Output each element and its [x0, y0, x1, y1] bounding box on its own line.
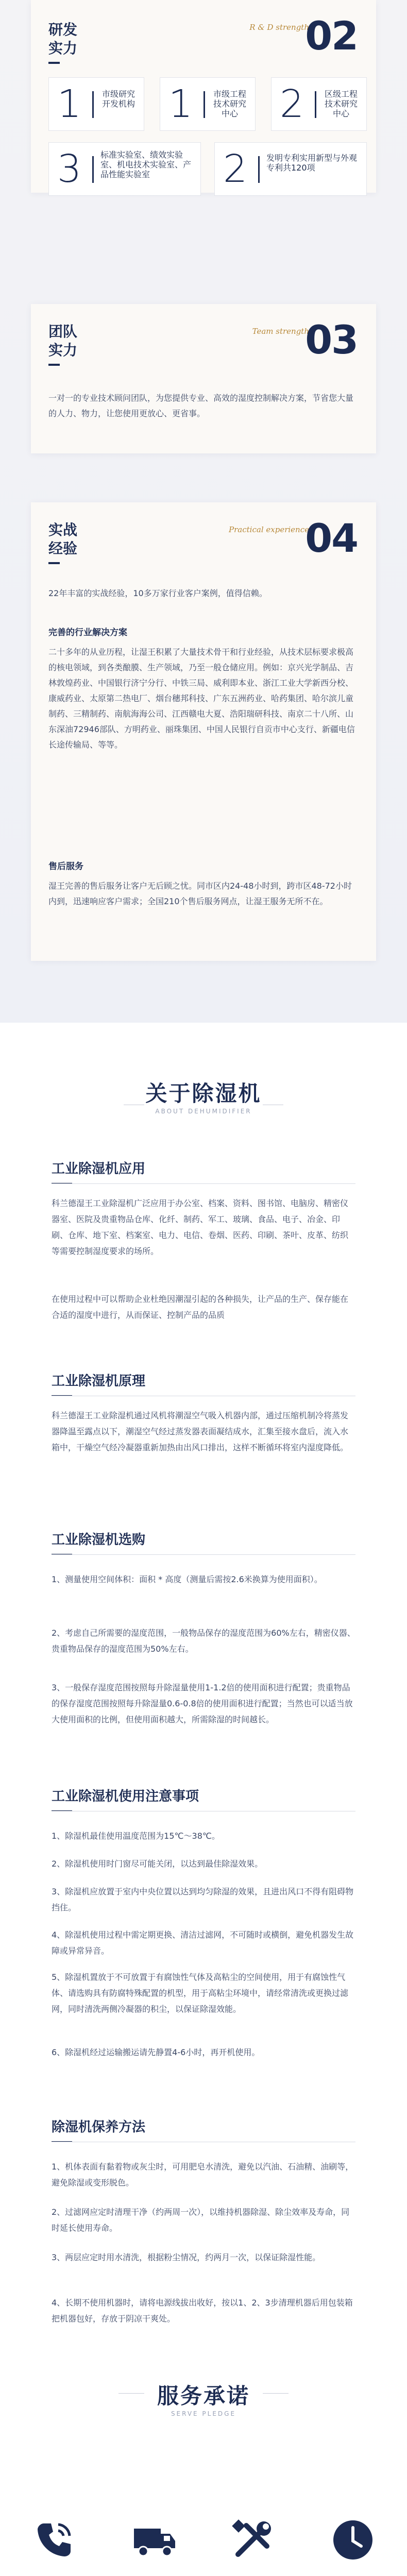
tools-icon	[227, 2514, 278, 2566]
feature-text: 区级工程技术研究中心	[324, 89, 358, 118]
rnd-title-line2: 实力	[48, 40, 78, 57]
rnd-title-line1: 研发	[48, 21, 78, 38]
experience-script: Practical experience	[229, 525, 309, 534]
feature-number: 3	[57, 147, 82, 191]
truck-icon	[129, 2514, 180, 2566]
team-title-line1: 团队	[48, 323, 78, 340]
notes-item: 2、除湿机使用时门窗尽可能关闭，以达到最佳除湿效果。	[52, 1859, 263, 1869]
phone-icon	[28, 2514, 80, 2566]
heading-rule-thin	[52, 1183, 355, 1184]
team-number: 03	[305, 317, 358, 363]
pledge-item	[309, 2514, 397, 2576]
application-text: 科兰德湿王工业除湿机广泛应用于办公室、档案、资料、图书馆、电脑房、精密仪器室、医院及贵重物品仓库、化纤、制药、军工、玻璃、食品、电子、冶金、印刷、仓库、地下室、档案室、电力、电信、卷烟、医药、印刷、茶叶、皮革、纺织等需要控制湿度要求的场所。	[52, 1198, 349, 1256]
feature-box	[160, 77, 256, 131]
maintenance-item: 3、两层应定时用水清洗，根据粉尘情况，约两月一次，以保证除湿性能。	[52, 2252, 321, 2262]
application-title: 工业除湿机应用	[52, 1161, 146, 1177]
feature-box	[48, 77, 144, 131]
feature-divider	[315, 91, 316, 118]
application-text-2: 在使用过程中可以帮助企业杜绝因潮湿引起的各种损失，让产品的生产、保存能在合适的湿度中进行，从而保证、控制产品的品质	[52, 1294, 349, 1320]
notes-item: 5、除湿机置放于不可放置于有腐蚀性气体及高粘尘的空间使用，用于有腐蚀性气体、请选购具有防腐特殊配置的机型，用于高粘尘环境中，请经常清洗或更换过滤网，同时清洗两侧冷凝器的积尘，以保证除湿效能。	[52, 1972, 349, 2014]
about-title: 关于除湿机	[145, 1081, 262, 1106]
team-heading	[48, 323, 77, 366]
heading-rule-thin	[52, 1554, 355, 1555]
maintenance-item: 2、过滤网应定时清理干净（约两周一次），以维持机器除湿、除尘效率及寿命，同时延长使用寿命。	[52, 2207, 350, 2233]
feature-box	[271, 77, 367, 131]
experience-intro: 22年丰富的实战经验，10多万家行业客户案例，值得信赖。	[48, 588, 267, 598]
experience-heading	[48, 521, 77, 564]
experience-number: 04	[305, 515, 358, 561]
experience-title-line1: 实战	[48, 521, 78, 538]
notes-item: 4、除湿机使用过程中需定期更换、清洁过滤网，不可随时或横倒，避免机器发生故障或异常异音。	[52, 1930, 354, 1956]
feature-number: 2	[223, 147, 248, 191]
maintenance-item: 1、机体表面有黏着物或灰尘时，可用肥皂水清洗，避免以汽油、石油精、油刷等，避免除湿或变形脱色。	[52, 2162, 354, 2188]
solution-title: 完善的行业解决方案	[48, 628, 127, 638]
feature-divider	[92, 91, 94, 118]
maintenance-item: 4、长期不使用机器时，请将电源线拔出收好，按以1、2、3步清理机器后用包装箱把机器包好，存放于阴凉干爽处。	[52, 2298, 353, 2324]
notes-item: 3、除湿机应放置于室内中央位置以达到均匀除湿的效果，且进出风口不得有阻碍物挡住。	[52, 1887, 354, 1912]
feature-text: 标准实验室、绩效实验室、机电技术实验室、产品性能实验室	[100, 150, 192, 179]
pledge-subtitle: SERVE PLEDGE	[171, 2410, 236, 2417]
experience-card	[31, 502, 376, 961]
selection-item: 3、一般保存湿度范围按照每升除湿量使用1-1.2倍的使用面积进行配置；贵重物品的保存湿度范围按照每升除湿量0.6-0.8倍的使用面积进行配置；当然也可以适当放大使用面积的比例，但使用面积越大，所需除湿的时间越长。	[52, 1683, 353, 1724]
title-bar	[48, 562, 60, 564]
pledge-item	[209, 2514, 296, 2576]
pledge-item	[10, 2514, 98, 2576]
feature-divider	[92, 156, 94, 183]
clock-icon	[327, 2514, 379, 2566]
feature-text: 市级工程技术研究中心	[213, 89, 246, 118]
feature-number: 1	[168, 82, 193, 126]
feature-text: 发明专利实用新型与外观专利共120项	[266, 153, 358, 173]
rnd-card	[31, 0, 376, 193]
team-card	[31, 304, 376, 453]
feature-number: 2	[280, 82, 304, 126]
service-title: 售后服务	[48, 861, 83, 872]
team-title-line2: 实力	[48, 342, 78, 359]
notes-item: 6、除湿机经过运输搬运请先静置4-6小时，再开机使用。	[52, 2047, 260, 2057]
solution-text: 二十多年的从业历程，让湿王积累了大量技术骨干和行业经验，从技术层标要求极高的核电领域，到各类酿膜、生产领域，乃至一般仓储应用。例如：京兴光学制品、吉林敦煌药业、中国银行济宁分行、中铁三局、威利即本业、浙江工业大学新西分校、康威药业、太原第二热电厂、烟台穗邦科技、广东五洲药业、哈药集团、哈尔滨儿童制药、三精制药、南航海海公司、江西赣电大夏、浩阳瑞研科技、南京二十八所、山东深油72946部队、方明药业、丽珠集团、中国人民银行自贡市中心支行、新疆电信长途传输局、等等。	[48, 647, 355, 750]
about-subtitle: ABOUT DEHUMIDIFIER	[155, 1108, 252, 1115]
principle-title: 工业除湿机原理	[52, 1374, 146, 1389]
notes-title: 工业除湿机使用注意事项	[52, 1789, 199, 1804]
title-bar	[48, 364, 60, 366]
team-text: 一对一的专业技术顾问团队，为您提供专业、高效的湿度控制解决方案，节省您大量的人力、物力，让您使用更放心、更省事。	[48, 393, 354, 418]
pledge-title: 服务承诺	[157, 2383, 250, 2409]
selection-item: 1、测量使用空间体积：面积 * 高度（测量后需按2.6米换算为使用面积）。	[52, 1574, 323, 1584]
selection-title: 工业除湿机选购	[52, 1532, 146, 1548]
service-text: 湿王完善的售后服务让客户无后顾之忧。同市区内24-48小时到，跨市区48-72小时内到，迅速响应客户需求；全国210个售后服务网点，让湿王服务无所不在。	[48, 881, 352, 906]
title-bar	[48, 62, 60, 64]
experience-title-line2: 经验	[48, 540, 78, 557]
feature-divider	[204, 91, 205, 118]
rnd-script: R & D strength	[249, 23, 309, 32]
feature-box	[214, 142, 367, 196]
team-script: Team strength	[252, 327, 309, 336]
notes-item: 1、除湿机最佳使用温度范围为15℃～38℃。	[52, 1831, 220, 1841]
pledge-item	[111, 2514, 198, 2576]
feature-number: 1	[57, 82, 82, 126]
feature-box	[48, 142, 201, 196]
feature-text: 市级研究开发机构	[101, 89, 135, 109]
principle-text: 科兰德湿王工业除湿机通过风机将潮湿空气吸入机器内部，通过压缩机制冷将蒸发器降温至露点以下，潮湿空气经过蒸发器表面凝结成水，汇集至接水盘后，流入水箱中，干燥空气经冷凝器重新加热由出风口排出，这样不断循环将室内湿度降低。	[52, 1411, 349, 1452]
rnd-number: 02	[305, 13, 358, 59]
rnd-heading	[48, 21, 77, 64]
selection-item: 2、考虑自己所需要的湿度范围，一般物品保存的湿度范围为60%左右，精密仪器、贵重物品保存的湿度范围为50%左右。	[52, 1628, 355, 1654]
maintenance-title: 除湿机保养方法	[52, 2120, 146, 2135]
feature-divider	[258, 156, 260, 183]
